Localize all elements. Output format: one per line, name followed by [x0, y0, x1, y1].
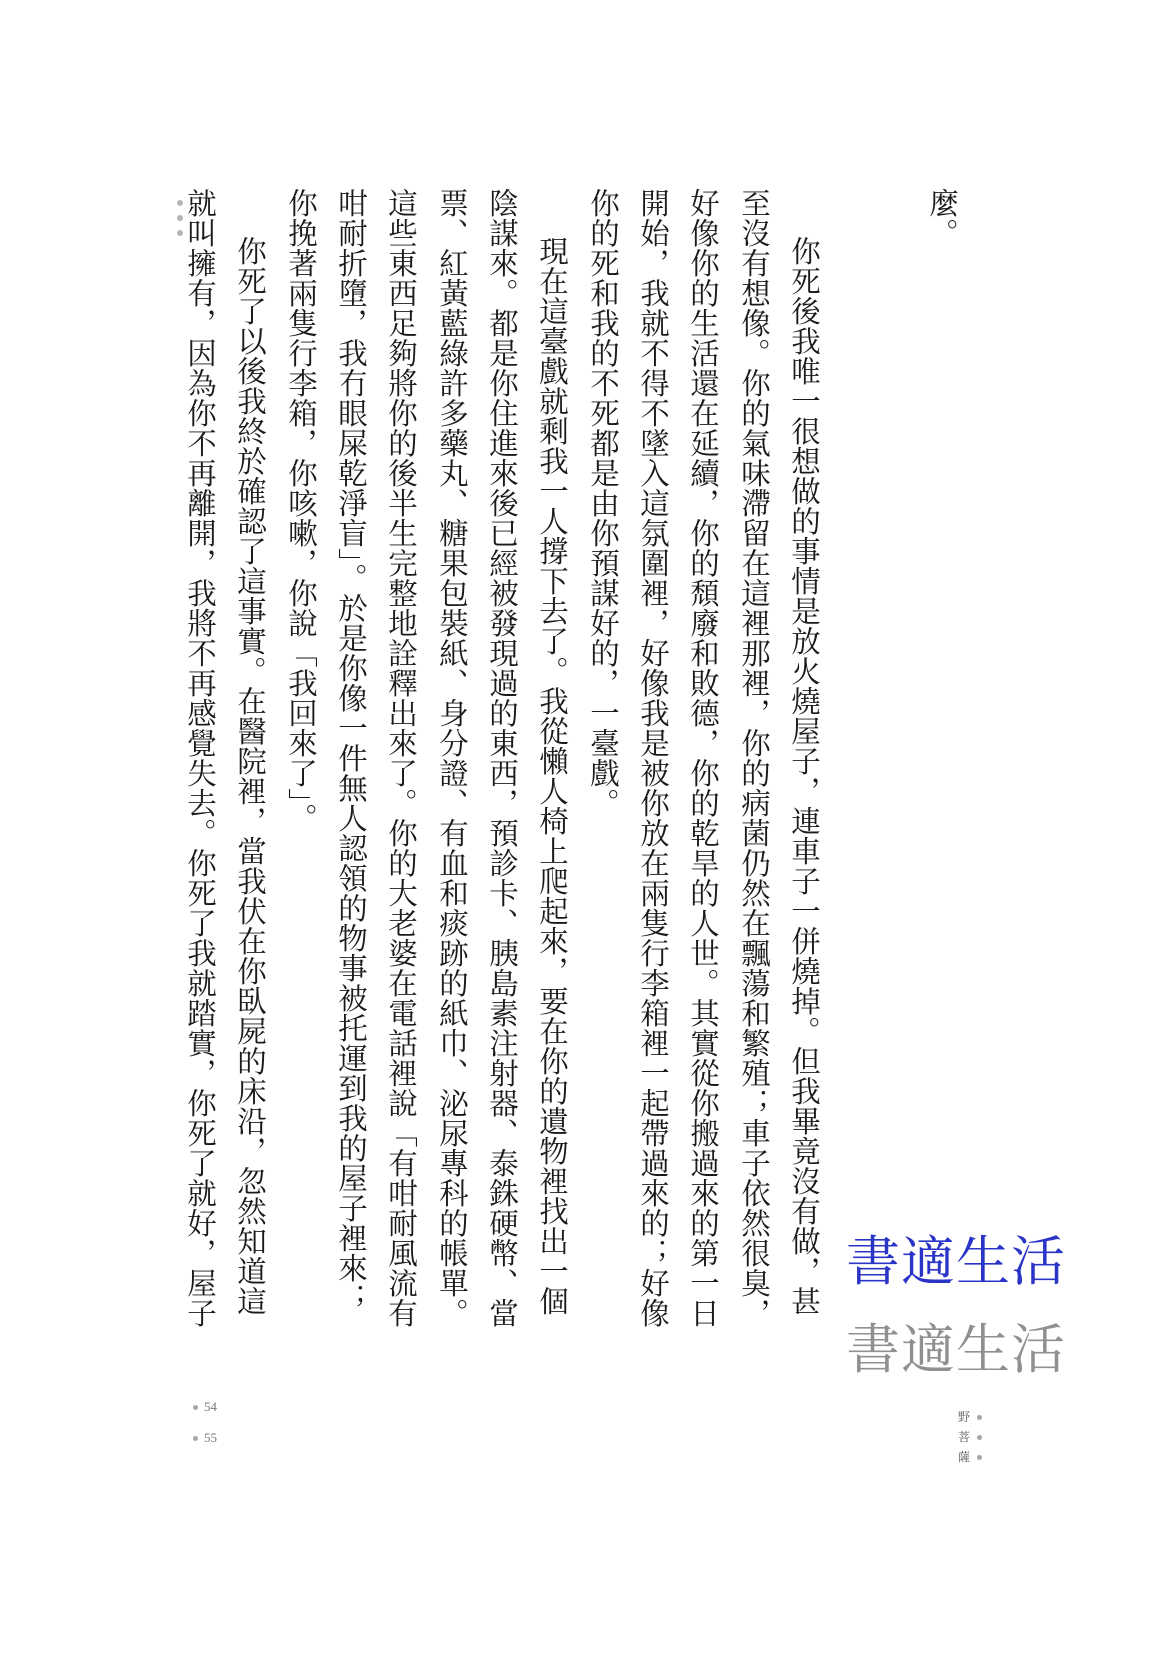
page-number: 55	[204, 1430, 217, 1445]
text-column: 你的死和我的不死都是由你預謀好的，一臺戲。	[586, 188, 620, 818]
author-char	[958, 1410, 982, 1424]
text-column: 票、紅黃藍綠許多藥丸、糖果包裝紙、身分證、有血和痰跡的紙巾、泌尿專科的帳單。	[435, 188, 469, 1328]
page-number-left	[193, 1399, 217, 1415]
text-column: 你挽著兩隻行李箱，你咳嗽，你說「我回來了」。	[284, 188, 318, 834]
bullet-icon	[193, 1405, 198, 1410]
text-column: 你死後我唯一很想做的事情是放火燒屋子，連車子一併燒掉。但我畢竟沒有做，甚	[787, 236, 821, 1316]
page-number-right	[193, 1430, 217, 1446]
text-column: 你死了以後我終於確認了這事實。在醫院裡，當我伏在你臥屍的床沿，忽然知道這	[233, 236, 267, 1316]
watermark-blue: 書適生活	[846, 1230, 1066, 1293]
watermark-gray: 書適生活	[846, 1318, 1066, 1381]
bullet-icon	[977, 1455, 982, 1460]
page-number: 54	[204, 1399, 217, 1414]
text-column: 麼。	[925, 188, 959, 248]
text-column: 這些東西足夠將你的後半生完整地詮釋出來了。你的大老婆在電話裡說「有咁耐風流有	[384, 188, 418, 1328]
bullet-icon	[193, 1436, 198, 1441]
text-column: 至沒有想像。你的氣味滯留在這裡那裡，你的病菌仍然在飄蕩和繁殖；車子依然很臭，	[737, 188, 771, 1328]
text-column: 開始，我就不得不墜入這氛圍裡，好像我是被你放在兩隻行李箱裡一起帶過來的；好像	[636, 188, 670, 1328]
text-column: 現在這臺戲就剩我一人撐下去了。我從懶人椅上爬起來，要在你的遺物裡找出一個	[535, 236, 569, 1316]
bullet-icon	[977, 1435, 982, 1440]
text-column: 咁耐折墮，我冇眼屎乾淨盲」。於是你像一件無人認領的物事被托運到我的屋子裡來；	[334, 188, 368, 1314]
author-char-text: 野	[958, 1410, 971, 1424]
bullet-icon	[977, 1415, 982, 1420]
text-column: 好像你的生活還在延續，你的頹廢和敗德，你的乾旱的人世。其實從你搬過來的第一日	[686, 188, 720, 1328]
author-name	[958, 1410, 982, 1464]
author-char	[958, 1450, 982, 1464]
author-char-text: 薩	[958, 1450, 971, 1464]
text-column: 就叫擁有，因為你不再離開，我將不再感覺失去。你死了我就踏實，你死了就好，屋子	[183, 188, 217, 1328]
author-char-text: 菩	[958, 1430, 971, 1444]
author-char	[958, 1430, 982, 1444]
text-column: 陰謀來。都是你住進來後已經被發現過的東西，預診卡、胰島素注射器、泰銖硬幣、當	[485, 188, 519, 1328]
